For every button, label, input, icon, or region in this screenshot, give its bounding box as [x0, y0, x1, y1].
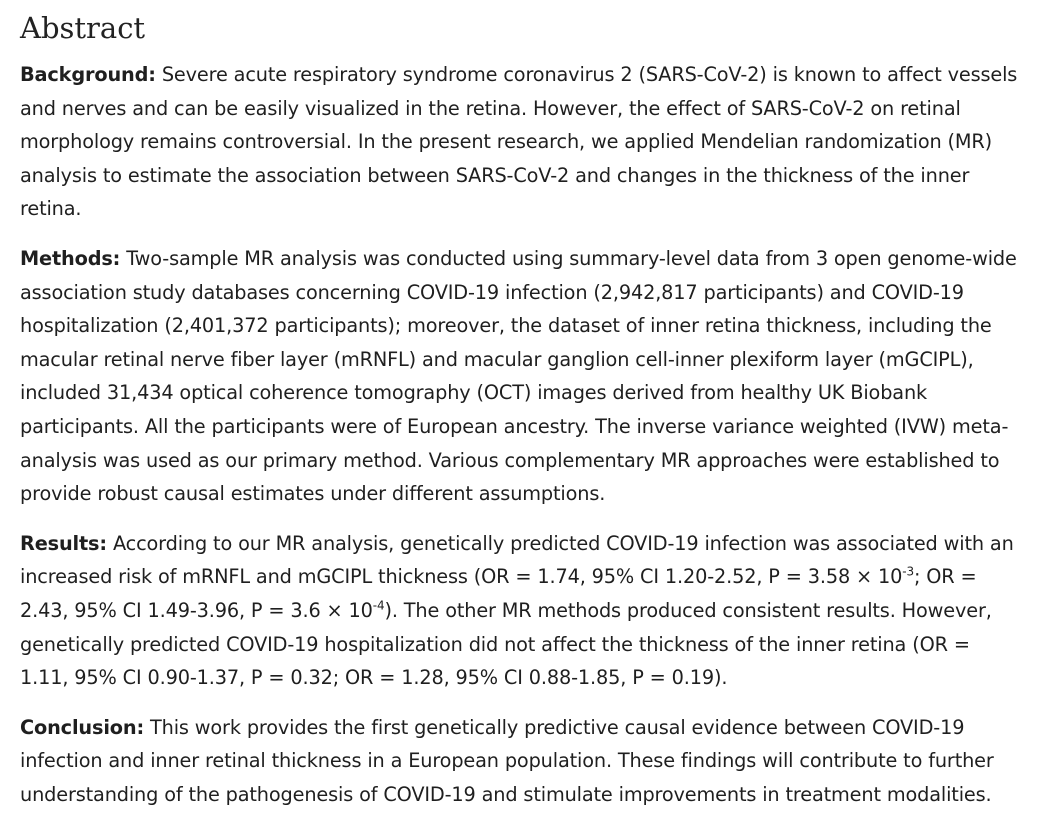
methods-text: Two-sample MR analysis was conducted using summary-level data from 3 open genome-wide association study databases concerning COVID-19 infection (2,942,817 participants) and COVID-19 hospitalization (2,401,372 participants); moreover, the dataset of inner retina thickness, including the macular retinal nerve fiber layer (mRNFL) and macular ganglion cell-inner plexiform layer (mGCIPL), included 31,434 optical coherence tomography (OCT) images derived from healthy UK Biobank participants. All the participants were of European ancestry. The inverse variance weighted (IVW) meta-analysis was used as our primary method. Various complementary MR approaches were established to provide robust causal estimates under different assumptions.: [20, 246, 1017, 506]
results-paragraph: [20, 527, 1019, 695]
background-text: Severe acute respiratory syndrome coronavirus 2 (SARS-CoV-2) is known to affect vessels and nerves and can be easily visualized in the retina. However, the effect of SARS-CoV-2 on retinal morphology remains controversial. In the present research, we applied Mendelian randomization (MR) analysis to estimate the association between SARS-CoV-2 and changes in the thickness of the inner retina.: [20, 63, 1018, 221]
results-text-part-1: According to our MR analysis, genetically predicted COVID-19 infection was associated with an increased risk of mRNFL and mGCIPL thickness (OR = 1.74, 95% CI 1.20-2.52, P = 3.58 × 10: [20, 531, 1014, 589]
results-exponent-2: -4: [372, 598, 385, 613]
conclusion-text: This work provides the first genetically predictive causal evidence between COVID-19 infection and inner retinal thickness in a European population. These findings will contribute to further understanding of the pathogenesis of COVID-19 and stimulate improvements in treatment modalities.: [20, 715, 994, 806]
results-text-part-3: ). The other MR methods produced consistent results. However, genetically predicted COVID-19 hospitalization did not affect the thickness of the inner retina (OR = 1.11, 95% CI 0.90-1.37, P = 0.32; OR = 1.28, 95% CI 0.88-1.85, P = 0.19).: [20, 598, 992, 690]
background-paragraph: [20, 58, 1019, 226]
background-label: Background:: [20, 63, 156, 86]
methods-label: Methods:: [20, 246, 121, 270]
methods-paragraph: [20, 242, 1019, 511]
results-text-part-2: ; OR = 2.43, 95% CI 1.49-3.96, P = 3.6 × 10: [20, 565, 977, 622]
conclusion-label: Conclusion:: [20, 715, 145, 739]
results-exponent-1: -3: [902, 564, 914, 579]
abstract-title: Abstract: [20, 11, 146, 45]
conclusion-paragraph: [20, 711, 1019, 812]
results-label: Results:: [20, 531, 107, 555]
